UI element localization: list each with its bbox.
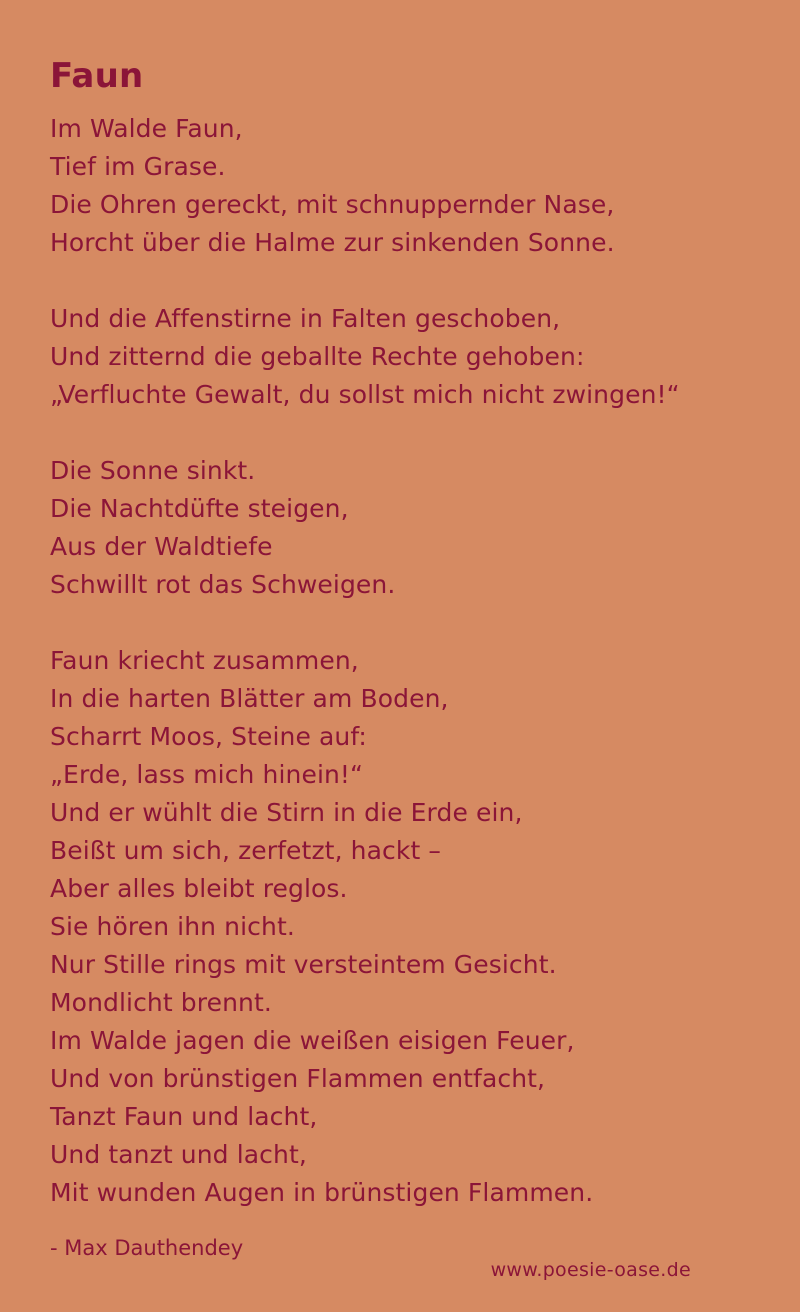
poem-line: Nur Stille rings mit versteintem Gesicht.	[50, 950, 557, 979]
poem-line: Beißt um sich, zerfetzt, hackt –	[50, 836, 441, 865]
poem-line: Horcht über die Halme zur sinkenden Sonne.	[50, 228, 615, 257]
poem-line: Im Walde jagen die weißen eisigen Feuer,	[50, 1026, 575, 1055]
poem-line: „Verfluchte Gewalt, du sollst mich nicht zwingen!“	[50, 380, 680, 409]
poem-line: Und zitternd die geballte Rechte gehoben:	[50, 342, 585, 371]
poem-line: Tief im Grase.	[50, 152, 226, 181]
poem-line: Scharrt Moos, Steine auf:	[50, 722, 367, 751]
poem-line: Faun kriecht zusammen,	[50, 646, 359, 675]
stanza	[50, 300, 770, 414]
poem-line: Und er wühlt die Stirn in die Erde ein,	[50, 798, 523, 827]
poem-line: Im Walde Faun,	[50, 114, 243, 143]
poem-line: Und tanzt und lacht,	[50, 1140, 307, 1169]
poem-line: Mit wunden Augen in brünstigen Flammen.	[50, 1178, 594, 1207]
poem-title: Faun	[50, 56, 144, 96]
poem-line: Mondlicht brennt.	[50, 988, 272, 1017]
poem-body	[50, 110, 770, 1250]
website-link[interactable]: www.poesie-oase.de	[490, 1259, 691, 1281]
stanza	[50, 110, 770, 262]
poem-line: Die Nachtdüfte steigen,	[50, 494, 349, 523]
stanza	[50, 642, 770, 1212]
poem-line: In die harten Blätter am Boden,	[50, 684, 449, 713]
poem-line: Tanzt Faun und lacht,	[50, 1102, 318, 1131]
poem-line: Aus der Waldtiefe	[50, 532, 273, 561]
poem-line: Die Ohren gereckt, mit schnuppernder Nase,	[50, 190, 615, 219]
poem-line: Sie hören ihn nicht.	[50, 912, 295, 941]
stanza	[50, 452, 770, 604]
poem-author: - Max Dauthendey	[50, 1236, 244, 1260]
poem-line: Und die Affenstirne in Falten geschoben,	[50, 304, 561, 333]
poem-line: Und von brünstigen Flammen entfacht,	[50, 1064, 546, 1093]
poem-line: „Erde, lass mich hinein!“	[50, 760, 364, 789]
poem-line: Die Sonne sinkt.	[50, 456, 256, 485]
poem-line: Aber alles bleibt reglos.	[50, 874, 348, 903]
poem-line: Schwillt rot das Schweigen.	[50, 570, 396, 599]
